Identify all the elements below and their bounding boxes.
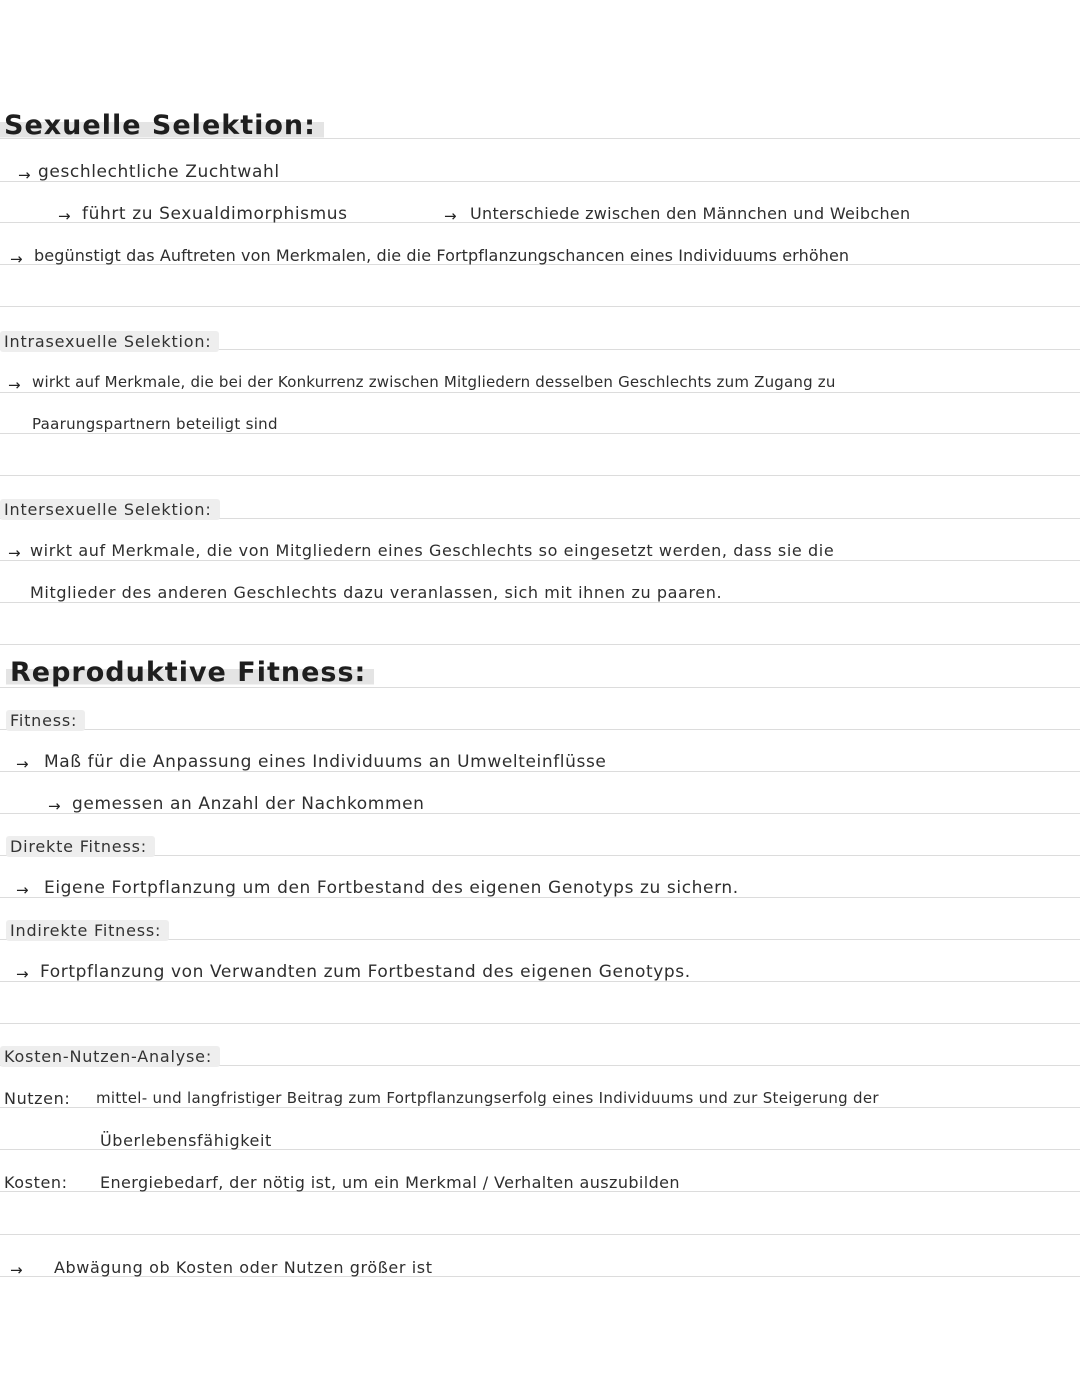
arrow-icon: →	[10, 250, 23, 268]
arrow-icon: →	[18, 166, 31, 184]
text-line: begünstigt das Auftreten von Merkmalen, die die Fortpflanzungschancen eines Individuums erhöhen	[34, 246, 850, 265]
text-line: mittel- und langfristiger Beitrag zum Fortpflanzungserfolg eines Individuums und zur Steigerung der	[96, 1089, 879, 1107]
arrow-icon: →	[8, 376, 21, 394]
text-line: geschlechtliche Zuchtwahl	[38, 162, 280, 182]
heading-kosten-nutzen-analyse: Kosten-Nutzen-Analyse:	[0, 1046, 220, 1067]
text-line: Überlebensfähigkeit	[100, 1131, 272, 1150]
text-line: wirkt auf Merkmale, die von Mitgliedern eines Geschlechts so eingesetzt werden, dass sie die	[30, 541, 835, 560]
text-line: gemessen an Anzahl der Nachkommen	[72, 794, 425, 814]
heading-fitness: Fitness:	[6, 710, 85, 731]
text-line: Mitglieder des anderen Geschlechts dazu veranlassen, sich mit ihnen zu paaren.	[30, 583, 723, 602]
arrow-icon: →	[58, 207, 71, 225]
text-line: Unterschiede zwischen den Männchen und Weibchen	[470, 204, 911, 223]
text-line: Paarungspartnern beteiligt sind	[32, 415, 278, 433]
arrow-icon: →	[8, 544, 21, 562]
text-line: führt zu Sexualdimorphismus	[82, 204, 348, 224]
label-nutzen: Nutzen:	[4, 1089, 71, 1108]
text-line: Energiebedarf, der nötig ist, um ein Merkmal / Verhalten auszubilden	[100, 1173, 680, 1192]
arrow-icon: →	[48, 797, 61, 815]
arrow-icon: →	[10, 1261, 23, 1279]
text-line: Fortpflanzung von Verwandten zum Fortbestand des eigenen Genotyps.	[40, 962, 691, 982]
arrow-icon: →	[16, 965, 29, 983]
text-line: wirkt auf Merkmale, die bei der Konkurrenz zwischen Mitgliedern desselben Geschlechts zum Zugang zu	[32, 373, 836, 391]
text-line: Maß für die Anpassung eines Individuums an Umwelteinflüsse	[44, 752, 607, 772]
heading-direkte-fitness: Direkte Fitness:	[6, 836, 155, 857]
label-kosten: Kosten:	[4, 1173, 68, 1192]
heading-intrasexuelle-selektion: Intrasexuelle Selektion:	[0, 331, 219, 352]
text-line: Abwägung ob Kosten oder Nutzen größer ist	[54, 1258, 433, 1277]
heading-intersexuelle-selektion: Intersexuelle Selektion:	[0, 499, 220, 520]
arrow-icon: →	[16, 881, 29, 899]
arrow-icon: →	[16, 755, 29, 773]
heading-indirekte-fitness: Indirekte Fitness:	[6, 920, 169, 941]
text-line: Eigene Fortpflanzung um den Fortbestand des eigenen Genotyps zu sichern.	[44, 878, 739, 898]
arrow-icon: →	[444, 207, 457, 225]
heading-sexuelle-selektion: Sexuelle Selektion:	[0, 110, 324, 141]
heading-reproduktive-fitness: Reproduktive Fitness:	[6, 657, 374, 688]
